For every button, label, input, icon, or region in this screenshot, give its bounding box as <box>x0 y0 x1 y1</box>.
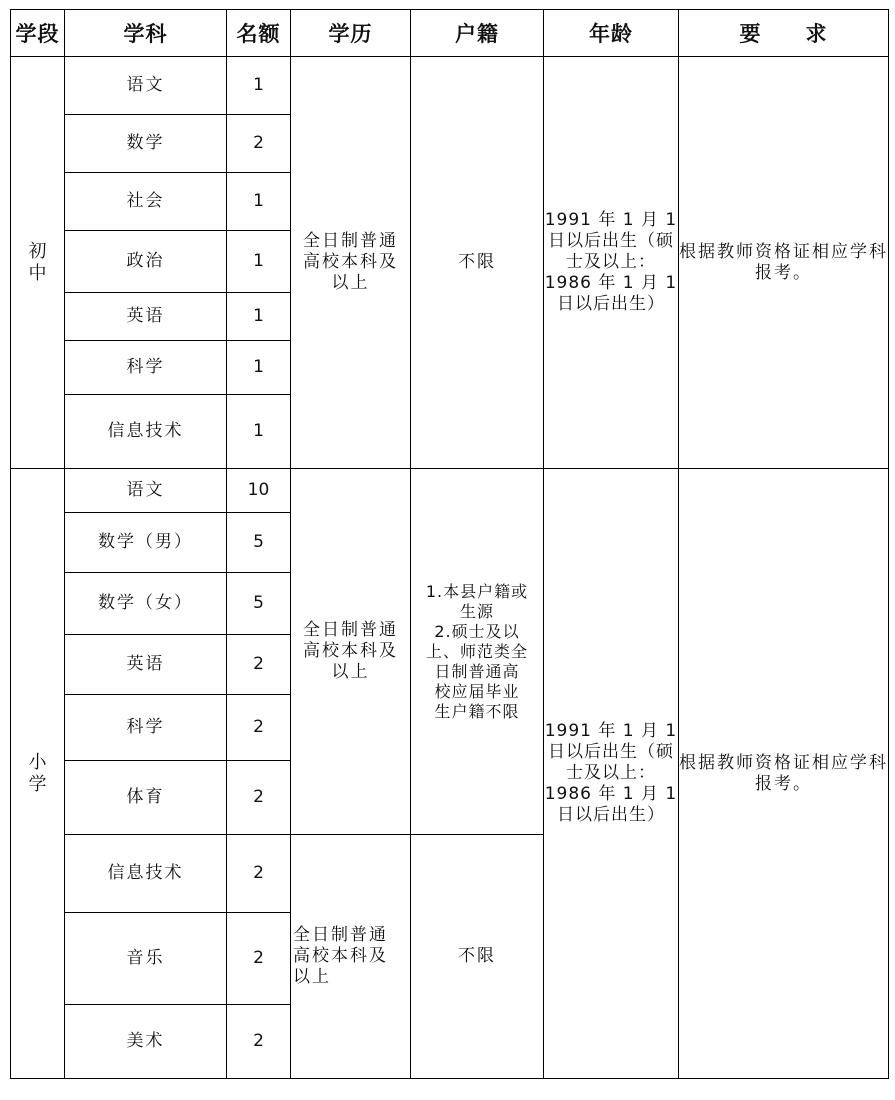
subject-cell: 英语 <box>65 635 227 695</box>
subject-cell: 信息技术 <box>65 395 227 469</box>
subject-cell: 数学（女） <box>65 573 227 635</box>
quota-cell: 2 <box>227 1005 291 1079</box>
subject-cell: 音乐 <box>65 913 227 1005</box>
table-row <box>11 57 889 115</box>
subject-cell: 政治 <box>65 231 227 293</box>
household-cell: 1.本县户籍或 生源 2.硕士及以 上、师范类全 日制普通高 校应届毕业 生户籍不限 <box>411 469 544 835</box>
quota-cell: 1 <box>227 231 291 293</box>
quota-cell: 2 <box>227 835 291 913</box>
quota-cell: 5 <box>227 513 291 573</box>
recruitment-table <box>10 9 889 1079</box>
subject-cell: 数学（男） <box>65 513 227 573</box>
education-cell: 全日制普通 高校本科及 以上 <box>291 57 411 469</box>
quota-cell: 5 <box>227 573 291 635</box>
subject-cell: 英语 <box>65 293 227 341</box>
subject-cell: 信息技术 <box>65 835 227 913</box>
stage-primary: 小 学 <box>11 469 65 1079</box>
subject-cell: 美术 <box>65 1005 227 1079</box>
requirement-cell: 根据教师资格证相应学科报考。 <box>679 469 889 1079</box>
header-row <box>11 10 889 57</box>
header-household: 户籍 <box>411 10 544 57</box>
subject-cell: 语文 <box>65 469 227 513</box>
education-cell: 全日制普通 高校本科及 以上 <box>291 835 411 1079</box>
requirement-cell: 根据教师资格证相应学科报考。 <box>679 57 889 469</box>
age-cell: 1991 年 1 月 1 日以后出生（硕士及以上：1986 年 1 月 1 日以后出生） <box>544 469 679 1079</box>
header-education: 学历 <box>291 10 411 57</box>
education-cell: 全日制普通 高校本科及 以上 <box>291 469 411 835</box>
quota-cell: 2 <box>227 115 291 173</box>
quota-cell: 2 <box>227 635 291 695</box>
header-stage: 学段 <box>11 10 65 57</box>
quota-cell: 1 <box>227 341 291 395</box>
subject-cell: 科学 <box>65 341 227 395</box>
quota-cell: 2 <box>227 913 291 1005</box>
header-age: 年龄 <box>544 10 679 57</box>
quota-cell: 2 <box>227 695 291 761</box>
household-cell: 不限 <box>411 57 544 469</box>
household-cell: 不限 <box>411 835 544 1079</box>
quota-cell: 1 <box>227 293 291 341</box>
subject-cell: 体育 <box>65 761 227 835</box>
table-row <box>11 469 889 513</box>
quota-cell: 1 <box>227 173 291 231</box>
quota-cell: 1 <box>227 57 291 115</box>
age-cell: 1991 年 1 月 1 日以后出生（硕士及以上：1986 年 1 月 1 日以后出生） <box>544 57 679 469</box>
header-quota: 名额 <box>227 10 291 57</box>
stage-junior: 初 中 <box>11 57 65 469</box>
subject-cell: 社会 <box>65 173 227 231</box>
header-requirement: 要 求 <box>679 10 889 57</box>
subject-cell: 语文 <box>65 57 227 115</box>
subject-cell: 科学 <box>65 695 227 761</box>
quota-cell: 10 <box>227 469 291 513</box>
quota-cell: 1 <box>227 395 291 469</box>
subject-cell: 数学 <box>65 115 227 173</box>
quota-cell: 2 <box>227 761 291 835</box>
header-subject: 学科 <box>65 10 227 57</box>
